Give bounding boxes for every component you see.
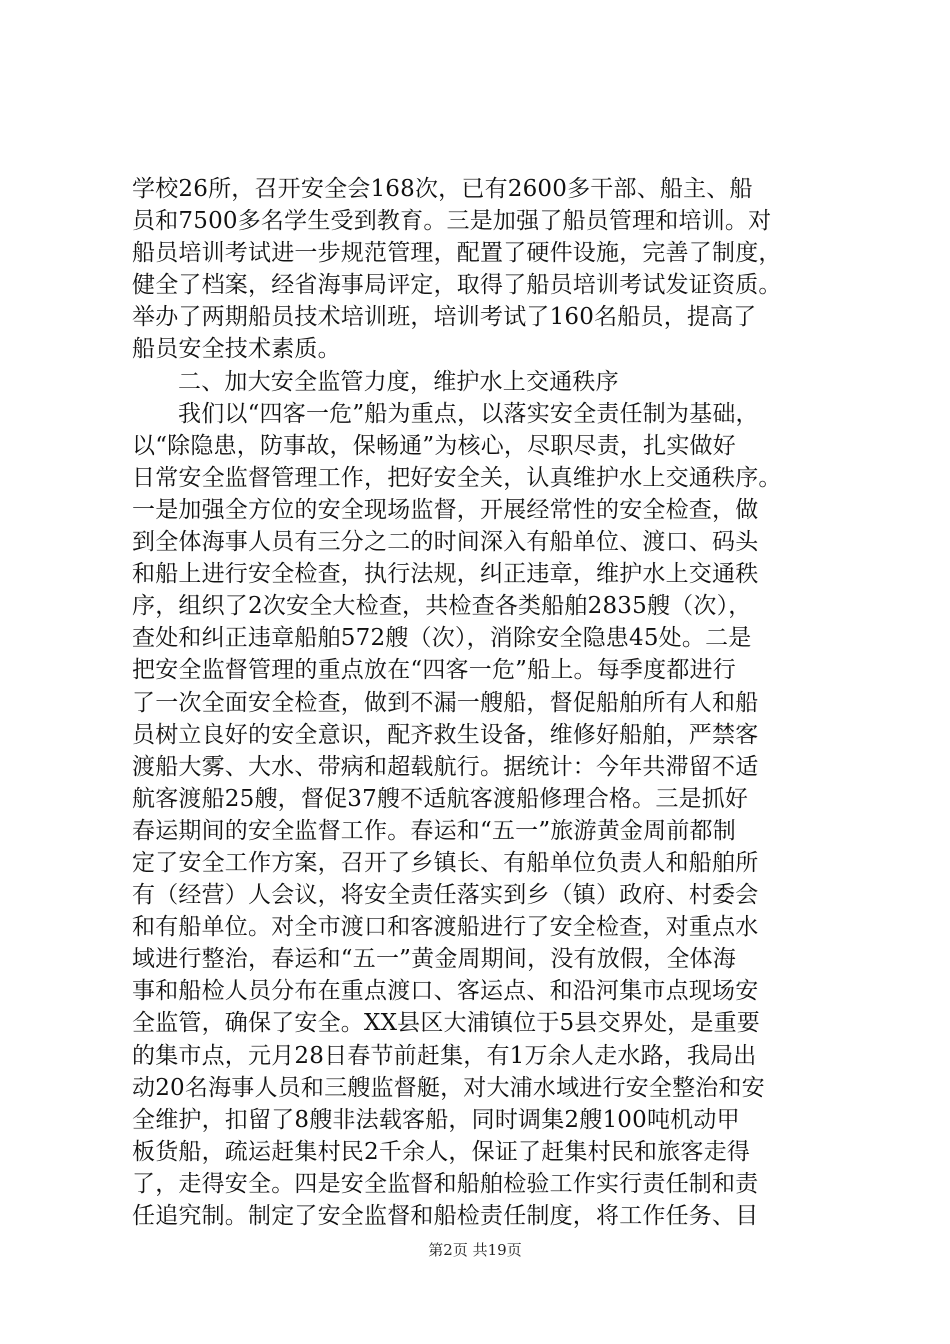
document-body (132, 173, 832, 1232)
text-line: 把安全监督管理的重点放在“四客一危”船上。每季度都进行 (132, 657, 736, 684)
text-line: 有（经营）人会议，将安全责任落实到乡（镇）政府、村委会 (132, 882, 759, 909)
text-line: 员和7500多名学生受到教育。三是加强了船员管理和培训。对 (132, 208, 772, 235)
text-line: 春运期间的安全监督工作。春运和“五一”旅游黄金周前都制 (132, 817, 736, 844)
text-line: 我们以“四客一危”船为重点，以落实安全责任制为基础， (178, 400, 759, 427)
text-line: 和船上进行安全检查，执行法规，纠正违章，维护水上交通秩 (132, 561, 759, 588)
text-line: 全维护，扣留了8艘非法载客船，同时调集2艘100吨机动甲 (132, 1106, 740, 1133)
text-line: 和有船单位。对全市渡口和客渡船进行了安全检查，对重点水 (132, 914, 759, 941)
text-line: 航客渡船25艘，督促37艘不适航客渡船修理合格。三是抓好 (132, 785, 749, 812)
text-line: 全监管，确保了安全。XX县区大浦镇位于5县交界处，是重要 (132, 1010, 760, 1037)
text-line: 日常安全监督管理工作，把好安全关，认真维护水上交通秩序。 (132, 464, 782, 491)
text-line: 了，走得安全。四是安全监督和船舶检验工作实行责任制和责 (132, 1170, 759, 1197)
text-line: 域进行整治，春运和“五一”黄金周期间，没有放假，全体海 (132, 946, 736, 973)
text-line: 事和船检人员分布在重点渡口、客运点、和沿河集市点现场安 (132, 978, 759, 1005)
text-line: 员树立良好的安全意识，配齐救生设备，维修好船舶，严禁客 (132, 721, 759, 748)
page-number-footer: 第2页 共19页 (428, 1241, 522, 1259)
text-line: 动20名海事人员和三艘监督艇，对大浦水域进行安全整治和安 (132, 1074, 765, 1101)
text-line: 船员安全技术素质。 (132, 336, 341, 363)
text-line: 到全体海事人员有三分之二的时间深入有船单位、渡口、码头 (132, 529, 759, 556)
section-heading: 二、加大安全监管力度，维护水上交通秩序 (178, 368, 619, 395)
text-line: 任追究制。制定了安全监督和船检责任制度，将工作任务、目 (132, 1203, 759, 1229)
text-line: 序，组织了2次安全大检查，共检查各类船舶2835艘（次）， (132, 593, 752, 620)
text-line: 以“除隐患，防事故，保畅通”为核心，尽职尽责，扎实做好 (132, 432, 736, 459)
text-line: 查处和纠正违章船舶572艘（次），消除安全隐患45处。二是 (132, 625, 752, 652)
text-line: 举办了两期船员技术培训班，培训考试了160名船员，提高了 (132, 304, 757, 331)
text-line: 板货船，疏运赶集村民2千余人，保证了赶集村民和旅客走得 (132, 1138, 751, 1165)
text-line: 船员培训考试进一步规范管理，配置了硬件设施，完善了制度， (132, 240, 782, 267)
text-line: 了一次全面安全检查，做到不漏一艘船，督促船舶所有人和船 (132, 689, 759, 716)
text-line: 健全了档案，经省海事局评定，取得了船员培训考试发证资质。 (132, 272, 782, 299)
text-line: 渡船大雾、大水、带病和超载航行。据统计：今年共滞留不适 (132, 753, 759, 780)
text-line: 定了安全工作方案，召开了乡镇长、有船单位负责人和船舶所 (132, 849, 759, 876)
text-line: 学校26所，召开安全会168次，已有2600多干部、船主、船 (132, 176, 753, 202)
text-line: 的集市点，元月28日春节前赶集，有1万余人走水路，我局出 (132, 1042, 757, 1069)
text-line: 一是加强全方位的安全现场监督，开展经常性的安全检查，做 (132, 496, 759, 523)
